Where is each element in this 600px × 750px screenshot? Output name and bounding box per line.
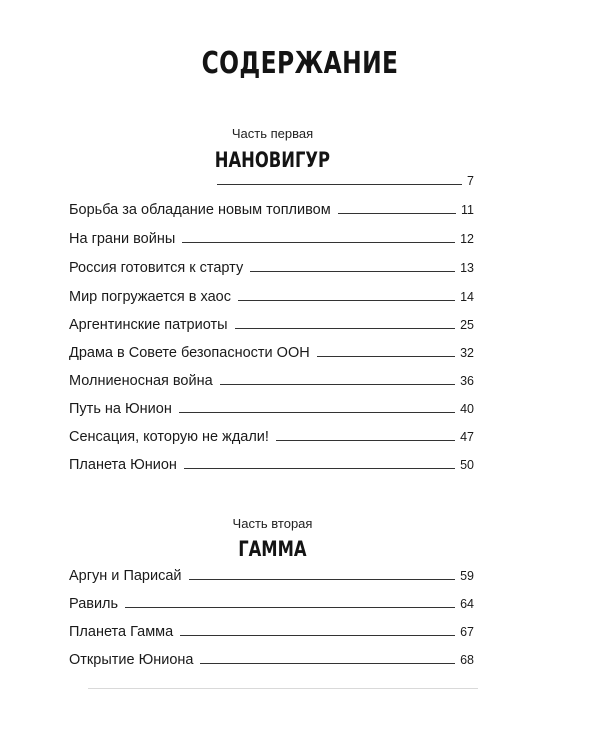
toc-entry-title: Открытие Юниона (69, 652, 194, 668)
toc-entry-page: 11 (461, 203, 474, 217)
toc-entry-page: 12 (460, 232, 474, 246)
part-one-title: НАНОВИГУР (214, 148, 331, 172)
toc-leader-line (179, 412, 455, 413)
toc-entry[interactable] (69, 340, 474, 362)
toc-entry-title: Сенсация, которую не ждали! (69, 429, 269, 445)
toc-entry[interactable] (69, 563, 474, 585)
toc-entry-title: Россия готовится к старту (69, 260, 244, 276)
toc-entry[interactable] (69, 452, 474, 474)
toc-entry-title: Мир погружается в хаос (69, 289, 231, 305)
toc-entry[interactable] (69, 591, 474, 613)
toc-entry-page: 25 (460, 318, 474, 332)
toc-entry[interactable] (69, 619, 474, 641)
toc-entry-page: 59 (460, 569, 474, 583)
toc-entry[interactable] (69, 284, 474, 306)
toc-entry-title: Борьба за обладание новым топливом (69, 202, 331, 218)
toc-leader-line (235, 328, 456, 329)
bottom-divider (88, 688, 478, 689)
toc-entry-page: 68 (460, 653, 474, 667)
part-two-label: Часть вторая (232, 516, 313, 531)
toc-entry-title: Равиль (69, 596, 119, 612)
toc-entry-page: 36 (460, 374, 474, 388)
toc-entry[interactable] (69, 647, 474, 669)
toc-entry-page: 67 (460, 625, 474, 639)
toc-leader-line (217, 184, 462, 185)
toc-leader-line (317, 356, 455, 357)
toc-entry-page: 13 (460, 261, 474, 275)
toc-leader-line (238, 300, 455, 301)
toc-entry-title: Путь на Юнион (69, 401, 172, 417)
toc-entry[interactable] (69, 226, 474, 248)
toc-entry-title: Молниеносная война (69, 373, 213, 389)
toc-entry-title: Аргентинские патриоты (69, 317, 228, 333)
part-one-label: Часть первая (231, 126, 314, 141)
toc-entry-page: 14 (460, 290, 474, 304)
toc-leader-line (220, 384, 455, 385)
toc-leader-line (189, 579, 456, 580)
toc-leader-line (200, 663, 455, 664)
toc-entry-title: Планета Гамма (69, 624, 174, 640)
toc-entry[interactable] (69, 368, 474, 390)
toc-entry-title: Драма в Совете безопасности ООН (69, 345, 310, 361)
toc-leader-line (184, 468, 455, 469)
toc-entry-page: 47 (460, 430, 474, 444)
toc-entry-title: На грани войны (69, 231, 176, 247)
toc-leader-line (276, 440, 455, 441)
toc-entry-page: 32 (460, 346, 474, 360)
toc-leader-line (250, 271, 455, 272)
toc-entry[interactable] (69, 396, 474, 418)
page-title: СОДЕРЖАНИЕ (201, 46, 399, 81)
toc-entry-title: Планета Юнион (69, 457, 177, 473)
toc-entry[interactable] (69, 255, 474, 277)
toc-entry[interactable] (69, 168, 474, 190)
toc-leader-line (338, 213, 456, 214)
toc-leader-line (125, 607, 455, 608)
toc-entry[interactable] (69, 312, 474, 334)
toc-entry-title: Аргун и Парисай (69, 568, 182, 584)
part-two-title: ГАММА (238, 537, 307, 561)
toc-entry-page: 64 (460, 597, 474, 611)
toc-entry-page: 50 (460, 458, 474, 472)
toc-entry[interactable] (69, 197, 474, 219)
toc-entry[interactable] (69, 424, 474, 446)
toc-entry-page: 7 (467, 174, 474, 188)
toc-leader-line (182, 242, 455, 243)
toc-entry-page: 40 (460, 402, 474, 416)
toc-leader-line (180, 635, 455, 636)
